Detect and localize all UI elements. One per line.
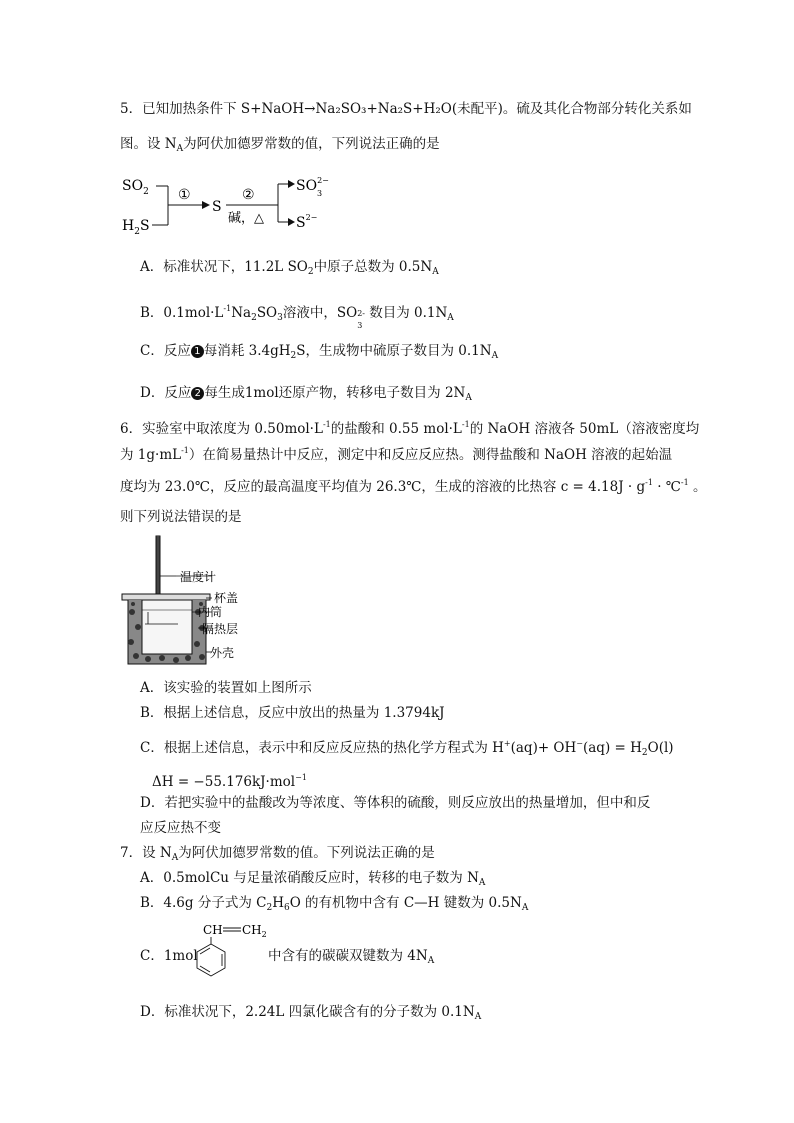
q6-option-c-enthalpy: ΔH = −55.176kJ·mol$^{-1}$ <box>152 773 307 790</box>
q7-option-b: B．4.6g 分子式为 $C_2H_6O$ 的有机物中含有 C—H 键数为 $0.5N_A$ <box>140 895 529 913</box>
so2-label: SO <box>122 178 144 194</box>
svg-text:外壳: 外壳 <box>210 646 235 660</box>
styrene-structure <box>193 920 268 982</box>
q5-sulfur-conversion-diagram <box>118 170 338 240</box>
q6-option-d-line2: 应反应热不变 <box>140 820 221 836</box>
svg-text:温度计: 温度计 <box>180 570 217 584</box>
svg-text:杯盖: 杯盖 <box>214 591 239 605</box>
calorimeter-figure <box>118 532 278 668</box>
svg-text:H2S: $H_2S$ <box>122 218 150 237</box>
q6-stem-line4: 则下列说法错误的是 <box>120 509 242 525</box>
q5-option-c: C．反应 1 每消耗 $3.4gH_2S$，生成物中硫原子数目为 $0.1N_A$ <box>140 343 499 361</box>
svg-text:3: 3 <box>317 189 323 198</box>
svg-text:S2−: $S^{2-}$ <box>296 213 318 231</box>
q5-stem-line2: 图。设 $N_A$为阿伏加德罗常数的值，下列说法正确的是 <box>120 136 440 154</box>
s-label: S <box>212 199 222 215</box>
svg-text:SO2−: $SO^{2-}$ <box>296 176 329 194</box>
svg-text:CH: CH <box>203 923 223 937</box>
q6-stem-line1: 6．实验室中取浓度为 $0.50mol\cdot L^{-1}$的盐酸和 0.55 $mol\cdot L^{-1}$的 NaOH 溶液各 50mL（溶液密度均 <box>120 420 700 437</box>
q7-option-c-prefix: C．1mol <box>140 948 198 964</box>
q6-stem-line3: 度均为 23.0℃，反应的最高温度平均值为 26.3℃，生成的溶液的比热容 $c = 4.18J \cdot g^{-1}$ · ℃$^{-1}$ 。 <box>120 478 707 495</box>
q5-option-a: A．标准状况下，11.2L $SO_2$中原子总数为 $0.5N_A$ <box>140 259 439 277</box>
q6-option-b: B．根据上述信息，反应中放出的热量为 1.3794kJ <box>140 705 445 721</box>
q7-option-a: A．0.5molCu 与足量浓硝酸反应时，转移的电子数为 $N_A$ <box>140 870 486 888</box>
q6-option-c: C．根据上述信息，表示中和反应反应热的热化学方程式为 $H^+(aq)+ OH^-(aq) = H_2O(l)$ <box>140 739 674 758</box>
q5-option-b: B．$0.1mol\cdot L^{-1}Na_2SO_3$溶液中，SO 2- 3 数目为 $0.1N_A$ <box>140 304 454 330</box>
svg-text:内筒: 内筒 <box>198 605 223 619</box>
circled-number: 2 <box>191 387 204 400</box>
q7-option-c-text: 中含有的碳碳双键数为 $4N_A$ <box>268 948 435 966</box>
step-1-label: ① <box>178 187 191 203</box>
q6-stem-line2: 为 $1g\cdot mL^{-1}$）在简易量热计中反应，测定中和反应反应热。测得盐酸和 NaOH 溶液的起始温 <box>120 446 673 463</box>
q7-stem: 7．设 $N_A$为阿伏加德罗常数的值。下列说法正确的是 <box>120 845 435 863</box>
q7-option-d: D．标准状况下，2.24L 四氯化碳含有的分子数为 $0.1N_A$ <box>140 1004 482 1022</box>
svg-text:隔热层: 隔热层 <box>202 622 239 636</box>
q6-option-d-line1: D．若把实验中的盐酸改为等浓度、等体积的硫酸，则反应放出的热量增加，但中和反 <box>140 795 651 811</box>
q5-option-d: D．反应 2 每生成1mol还原产物，转移电子数目为 $2N_A$ <box>140 385 472 403</box>
condition-label: 碱，△ <box>228 211 264 226</box>
step-2-label: ② <box>242 187 255 203</box>
q5-stem-line1: 5．已知加热条件下 S+NaOH→Na₂SO₃+Na₂S+H₂O(未配平)。硫及其化合物部分转化关系如 <box>120 101 692 117</box>
circled-number: 1 <box>191 345 204 358</box>
svg-text:SO2: $SO_2$ <box>122 178 149 197</box>
svg-text:CH2: $CH_2$ <box>242 923 267 939</box>
q6-option-a: A．该实验的装置如上图所示 <box>140 680 312 696</box>
